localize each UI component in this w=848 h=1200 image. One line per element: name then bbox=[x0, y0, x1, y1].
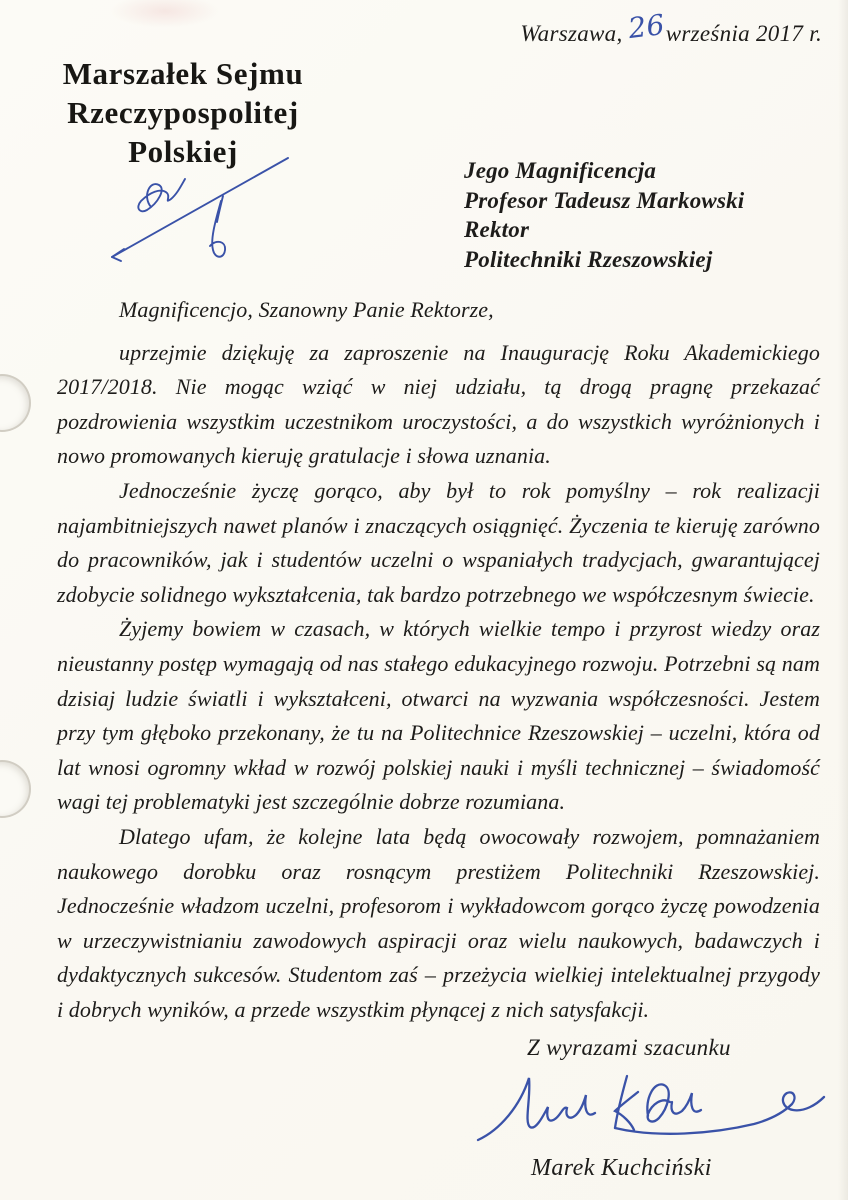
paragraph-1: uprzejmie dziękuję za zaproszenie na Inaugurację Roku Akademickiego 2017/2018. Nie mogąc wziąć w niej udziału, tą drogą pragnę przekazać pozdrowienia wszystkim uczestnikom uroczystości, a do wszystkich wyróżnionych i nowo promowanych kieruję gratulacje i słowa uznania. bbox=[57, 339, 820, 469]
addressee-name: Profesor Tadeusz Markowski bbox=[464, 187, 745, 213]
salutation: Magnificencjo, Szanowny Panie Rektorze, bbox=[119, 297, 494, 322]
handwritten-paraph-icon bbox=[95, 144, 303, 277]
date-line bbox=[520, 7, 822, 47]
closing-phrase: Z wyrazami szacunku bbox=[527, 1035, 731, 1060]
date-city: Warszawa, bbox=[520, 21, 623, 46]
paragraph-2: Jednocześnie życzę gorąco, aby był to rok pomyślny – rok realizacji najambitniejszych nawet planów i znaczących osiągnięć. Życzenia te kieruję zarówno do pracowników, jak i studentów uczelni o wspaniałych tradycjach, gwarantującej zdobycie solidnego wykształcenia, tak bardzo potrzebnego we współczesnym świecie. bbox=[57, 477, 820, 607]
addressee-honorific: Jego Magnificencja bbox=[464, 158, 657, 183]
letterhead-line2: Rzeczypospolitej Polskiej bbox=[67, 95, 299, 169]
hole-punch-artifact bbox=[0, 374, 31, 432]
paragraph-3: Żyjemy bowiem w czasach, w których wielkie tempo i przyrost wiedzy oraz nieustanny postęp wymagają od nas stałego edukacyjnego rozwoju. Potrzebni są nam dzisiaj ludzie światli i wykształceni, otwarci na wyzwania współczesności. Jestem przy tym głęboko przekonany, że tu na Politechnice Rzeszowskiej – uczelni, która od lat wnosi ogromny wkład w rozwój polskiej nauki i myśli technicznej – świadomość wagi tej problematyki jest szczególnie dobrze rozumiana. bbox=[57, 616, 820, 815]
handwritten-signature-icon bbox=[472, 1064, 834, 1169]
hole-punch-artifact bbox=[0, 760, 31, 818]
addressee-title: Rektor bbox=[464, 217, 530, 242]
letter-body bbox=[57, 293, 820, 1027]
scan-edge-shadow bbox=[838, 0, 848, 1200]
addressee-block bbox=[464, 156, 744, 274]
signer-name: Marek Kuchciński bbox=[531, 1155, 712, 1181]
scan-smudge bbox=[110, 0, 220, 28]
date-rest: września 2017 r. bbox=[665, 21, 822, 46]
paragraph-4: Dlatego ufam, że kolejne lata będą owocowały rozwojem, pomnażaniem naukowego dorobku oraz rosnącym prestiżem Politechniki Rzeszowskiej. Jednocześnie władzom uczelni, profesorom i wykładowcom gorąco życzę powodzenia w urzeczywistnianiu zawodowych aspiracji oraz wielu naukowych, badawczych i dydaktycznych sukcesów. Studentom zaś – przeżycia wielkiej intelektualnej przygody i dobrych wyników, a przede wszystkim płynącej z nich satysfakcji. bbox=[57, 823, 820, 1022]
handwritten-day: 26 bbox=[625, 7, 666, 46]
addressee-institution: Politechniki Rzeszowskiej bbox=[464, 246, 713, 272]
letterhead-line1: Marszałek Sejmu bbox=[62, 56, 304, 91]
